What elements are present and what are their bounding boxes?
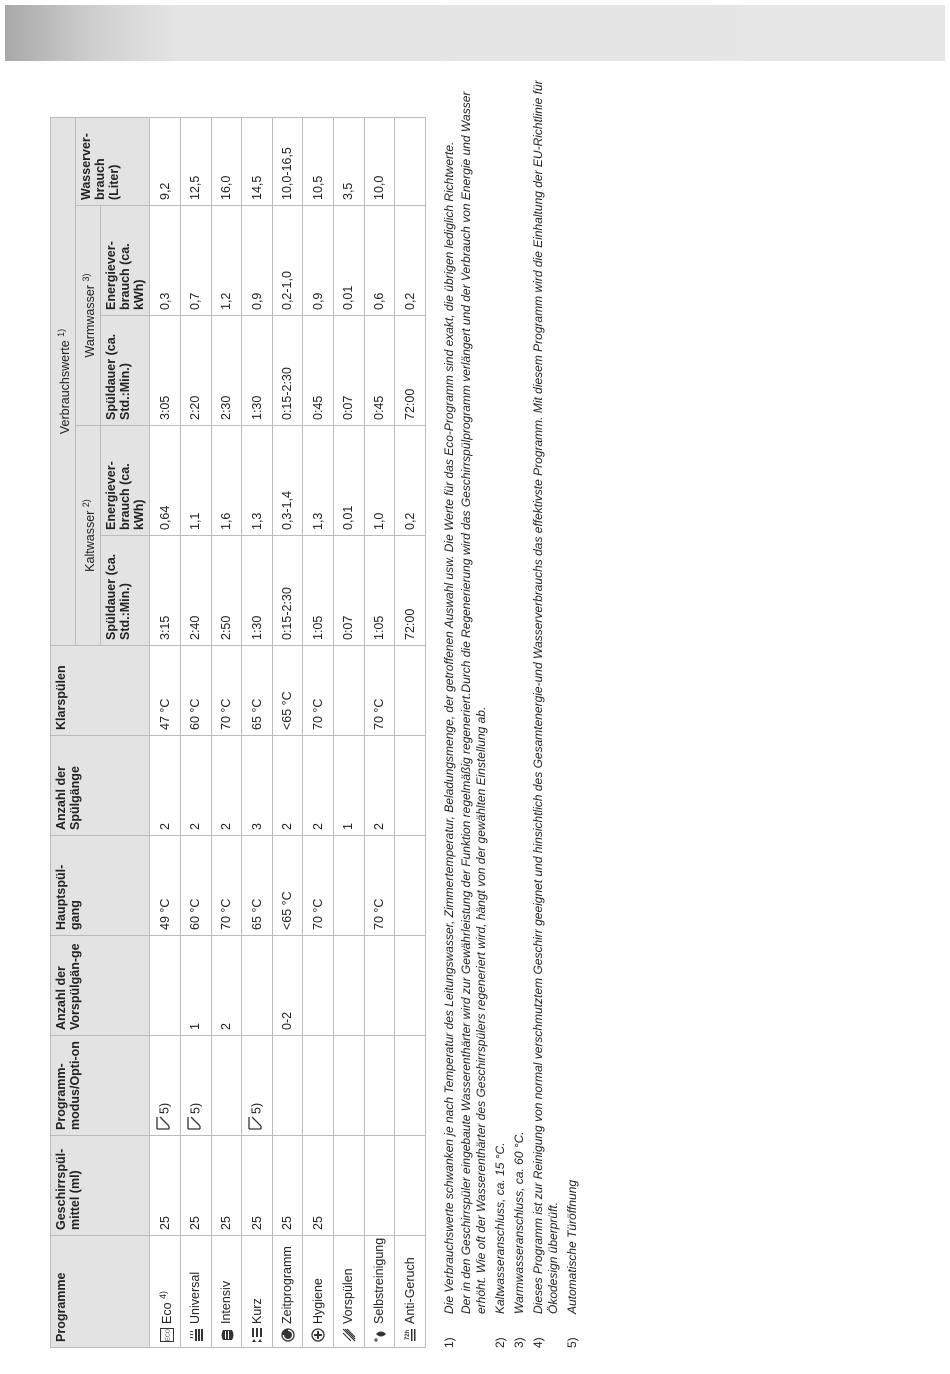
cell-cold-en: 1,1 [180,426,211,536]
cell-rinses [395,736,426,836]
cell-mode [272,1036,303,1136]
hygiene-icon [311,1328,325,1342]
self-clean-icon [373,1328,387,1342]
cell-cold-dur: 2:40 [180,536,211,646]
cell-main: 70 °C [364,836,395,936]
cell-prewash: 0-2 [272,936,303,1036]
cell-cold-en: 1,6 [211,426,242,536]
cell-detergent [334,1136,365,1236]
cell-warm-en: 0,9 [242,206,273,316]
cell-prewash [395,936,426,1036]
table-row [272,117,303,1347]
svg-text:ECO: ECO [165,1329,172,1341]
table-row [211,117,242,1347]
cell-main: <65 °C [272,836,303,936]
cell-cold-dur: 2:50 [211,536,242,646]
cell-program: Vorspülen [334,1236,365,1348]
col-finalrinse: Klarspülen [51,646,150,736]
quick-icon [250,1328,264,1342]
cell-prewash [242,936,273,1036]
cell-warm-en: 1,2 [211,206,242,316]
col-detergent: Geschirrspül-mittel (ml) [51,1136,150,1236]
footnotes [442,68,584,1348]
cell-mode [211,1036,242,1136]
cell-cold-en: 0,64 [150,426,181,536]
cell-cold-en: 1,0 [364,426,395,536]
cell-mode [303,1036,334,1136]
cell-rinses: 2 [364,736,395,836]
table-row [334,117,365,1347]
cell-cold-dur: 1:05 [303,536,334,646]
footnote-number: 2) [493,1337,507,1348]
cell-warm-dur: 72:00 [395,316,426,426]
cell-final: 70 °C [364,646,395,736]
cell-warm-en: 0,9 [303,206,334,316]
intensive-icon [220,1328,234,1342]
footnote-text: Automatische Türöffnung [565,1179,579,1314]
cell-cold-en: 0,2 [395,426,426,536]
cell-cold-dur: 0:15-2:30 [272,536,303,646]
footnote-text: Kaltwasseranschluss, ca. 15 °C. [493,1142,507,1314]
cell-final: <65 °C [272,646,303,736]
cell-prewash [303,936,334,1036]
cell-rinses: 2 [303,736,334,836]
cell-rinses: 2 [150,736,181,836]
cell-warm-en: 0,2 [395,206,426,316]
footnote [512,68,527,1348]
cell-cold-dur: 1:05 [364,536,395,646]
cell-program: Kurz [242,1236,273,1348]
cell-warm-en: 0,6 [364,206,395,316]
cell-program: Intensiv [211,1236,242,1348]
cell-warm-dur: 2:20 [180,316,211,426]
col-water: Wasserver-brauch (Liter) [76,117,150,205]
cell-detergent: 25 [303,1136,334,1236]
cell-program: Hygiene [303,1236,334,1348]
cell-prewash [334,936,365,1036]
cell-water: 14,5 [242,117,273,205]
anti-odour-icon [403,1328,417,1342]
cell-water: 9,2 [150,117,181,205]
cell-cold-dur: 0:07 [334,536,365,646]
footnote-number: 4) [531,1337,545,1348]
cell-mode: 5) [180,1036,211,1136]
cell-detergent [364,1136,395,1236]
footnote-number: 1) [442,1337,456,1348]
cell-main: 60 °C [180,836,211,936]
footnote [531,68,561,1348]
col-programs: Programme [51,1236,150,1348]
cell-final: 47 °C [150,646,181,736]
footnote-number: 5) [565,1337,579,1348]
cell-water: 12,5 [180,117,211,205]
cell-cold-dur: 1:30 [242,536,273,646]
cell-cold-en: 1,3 [242,426,273,536]
cell-rinses: 2 [211,736,242,836]
cell-program: Zeitprogramm [272,1236,303,1348]
col-consumption: Verbrauchswerte $^{1)}$ [51,117,76,645]
footnote [493,68,508,1348]
cell-final: 60 °C [180,646,211,736]
cell-rinses: 1 [334,736,365,836]
cell-program: Universal [180,1236,211,1348]
svg-text:72h: 72h [405,1329,412,1341]
rotated-content [50,48,650,1348]
cell-rinses: 2 [272,736,303,836]
cell-cold-en: 0,01 [334,426,365,536]
cell-mode [364,1036,395,1136]
cell-water: 3,5 [334,117,365,205]
table-body [150,117,426,1347]
cell-warm-dur: 0:45 [303,316,334,426]
cell-warm-dur: 1:30 [242,316,273,426]
footnote-text: Dieses Programm ist zur Reinigung von normal verschmutztem Geschirr geeignet und hinsichtlich des Gesamtenergie-und Wasserverbrauchs das effektivste Programm. Mit diesem Programm wird die Einhaltung der EU-Richtlinie für Ökodesign überprüft. [531,80,560,1314]
table-row [395,117,426,1347]
cell-water: 10,5 [303,117,334,205]
cell-final: 70 °C [211,646,242,736]
col-warm-duration: Spüldauer (ca. Std.:Min.) [101,316,150,426]
footnote-text: Der in den Geschirrspüler eingebaute Wasserenthärter wird zur Gewährleistung der Funktion regelmäßig regeneriert.Durch die Regenerierung wird das Geschirrspülprogramm verlängert und der Verbrauch von Energie und Wasser erhöht. Wie oft der Wasserenthärter des Geschirrspülers regeneriert wird, hängt von der gewählten Einstellung ab. [459,91,488,1314]
cell-final [334,646,365,736]
universal-icon [189,1328,203,1342]
col-rinses: Anzahl der Spülgänge [51,736,150,836]
cell-prewash [150,936,181,1036]
footnote-number: 3) [512,1337,526,1348]
cell-mode [334,1036,365,1136]
cell-program: Selbstreinigung [364,1236,395,1348]
cell-cold-en: 1,3 [303,426,334,536]
cell-warm-en: 0,01 [334,206,365,316]
cell-warm-en: 0,2-1,0 [272,206,303,316]
col-cold-water: Kaltwasser $^{2)}$ [76,426,101,646]
cell-detergent: 25 [150,1136,181,1236]
cell-final: 65 °C [242,646,273,736]
auto-door-open-icon [248,1116,266,1130]
cell-program: ECO Eco $^{4)}$ [150,1236,181,1348]
timer-icon [281,1328,295,1342]
consumption-table [50,117,426,1348]
cell-mode: 5) [150,1036,181,1136]
cell-detergent [395,1136,426,1236]
cell-warm-en: 0,7 [180,206,211,316]
cell-main [395,836,426,936]
cell-water: 16,0 [211,117,242,205]
cell-cold-dur: 72:00 [395,536,426,646]
auto-door-open-icon [187,1116,205,1130]
cell-warm-dur: 0:15-2:30 [272,316,303,426]
cell-prewash: 2 [211,936,242,1036]
col-warm-water: Warmwasser $^{3)}$ [76,206,101,426]
eco-icon [160,1328,174,1342]
col-warm-energy: Energiever-brauch (ca. kWh) [101,206,150,316]
cell-warm-dur: 0:45 [364,316,395,426]
cell-warm-en: 0,3 [150,206,181,316]
cell-cold-dur: 3:15 [150,536,181,646]
col-mainwash: Hauptspül-gang [51,836,150,936]
cell-main: 70 °C [211,836,242,936]
cell-prewash: 1 [180,936,211,1036]
cell-prewash [364,936,395,1036]
cell-mode: 5) [242,1036,273,1136]
cell-main: 49 °C [150,836,181,936]
table-row [242,117,273,1347]
col-cold-duration: Spüldauer (ca. Std.:Min.) [101,536,150,646]
cell-cold-en: 0,3-1,4 [272,426,303,536]
auto-door-open-icon [156,1116,174,1130]
cell-water: 10,0-16,5 [272,117,303,205]
cell-detergent: 25 [272,1136,303,1236]
cell-final: 70 °C [303,646,334,736]
cell-program: 72h Anti-Geruch [395,1236,426,1348]
cell-main: 70 °C [303,836,334,936]
cell-water: 10,0 [364,117,395,205]
footnote [442,68,489,1348]
col-prewash: Anzahl der Vorspülgän-ge [51,936,150,1036]
col-mode: Programm-modus/Opti-on [51,1036,150,1136]
table-row [180,117,211,1347]
cell-rinses: 2 [180,736,211,836]
cell-warm-dur: 0:07 [334,316,365,426]
prerinse-icon [342,1328,356,1342]
col-cold-energy: Energiever-brauch (ca. kWh) [101,426,150,536]
table-row [364,117,395,1347]
cell-main: 65 °C [242,836,273,936]
cell-mode [395,1036,426,1136]
table-row [150,117,181,1347]
cell-warm-dur: 2:30 [211,316,242,426]
cell-detergent: 25 [242,1136,273,1236]
footnote [565,68,580,1348]
footnote-text: Warmwasseranschluss, ca. 60 °C. [512,1131,526,1314]
table-row [303,117,334,1347]
cell-water [395,117,426,205]
footnote-text: Die Verbrauchswerte schwanken je nach Temperatur des Leitungswasser, Zimmertemperatur, Beladungsmenge, der getroffenen Auswahl usw. Die Werte für das Eco-Programm sind exakt, die übrigen lediglich Richtwerte. [442,141,456,1314]
cell-detergent: 25 [211,1136,242,1236]
cell-main [334,836,365,936]
cell-warm-dur: 3:05 [150,316,181,426]
cell-final [395,646,426,736]
cell-rinses: 3 [242,736,273,836]
cell-detergent: 25 [180,1136,211,1236]
